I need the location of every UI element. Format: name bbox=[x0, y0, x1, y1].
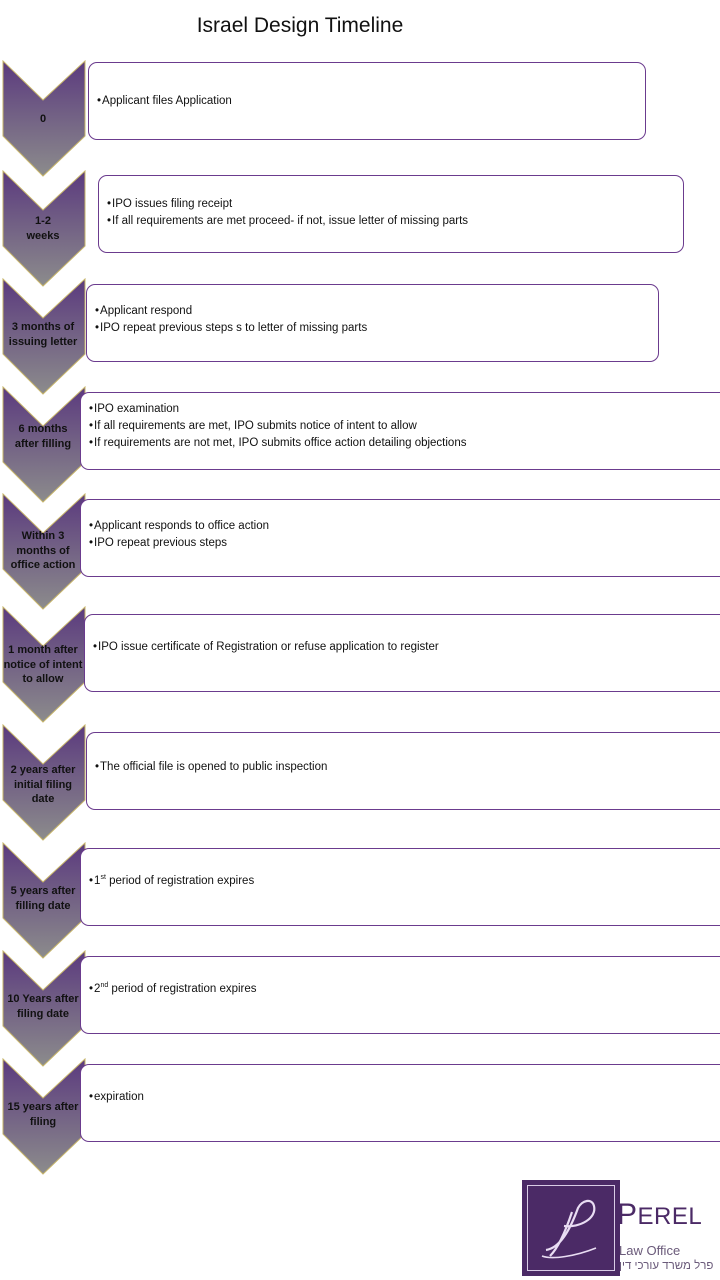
stage-time-label bbox=[0, 422, 86, 451]
stage-bullet bbox=[89, 981, 712, 998]
bullet-text: IPO repeat previous steps s to letter of missing parts bbox=[100, 322, 368, 334]
stage-time-label bbox=[0, 992, 86, 1021]
stage-bullet bbox=[89, 535, 712, 552]
stage-bullet-list bbox=[89, 518, 712, 552]
logo-name-cap: P bbox=[617, 1198, 638, 1231]
stage-bullet bbox=[93, 639, 712, 656]
stage-bullet bbox=[89, 418, 712, 435]
stage-bullet-list bbox=[107, 196, 675, 230]
stage-bullet bbox=[89, 401, 712, 418]
stage-bullet bbox=[97, 93, 637, 110]
stage-bullet-list bbox=[89, 873, 712, 890]
stage-time-label bbox=[0, 529, 86, 573]
bullet-text: IPO issue certificate of Registration or refuse application to register bbox=[98, 641, 439, 653]
stage-time-label-line: date bbox=[31, 793, 55, 805]
bullet-text: expiration bbox=[94, 1091, 144, 1103]
stage-bullet bbox=[89, 873, 712, 890]
page-title: Israel Design Timeline bbox=[196, 14, 404, 37]
bullet-text: If all requirements are met, IPO submits notice of intent to allow bbox=[94, 420, 417, 432]
stage-description-box bbox=[86, 732, 720, 810]
stage-description-box bbox=[84, 614, 720, 692]
stage-bullet bbox=[107, 196, 675, 213]
bullet-ordinal: 1 bbox=[94, 875, 101, 887]
stage-time-label-line: after filling bbox=[14, 437, 72, 450]
stage-time-label-line: 5 years after bbox=[10, 885, 76, 897]
bullet-text: IPO issues filing receipt bbox=[112, 198, 233, 210]
stage-bullet bbox=[89, 1089, 712, 1106]
stage-description-box bbox=[80, 956, 720, 1034]
stage-time-label bbox=[0, 1100, 86, 1129]
monogram-icon bbox=[532, 1190, 610, 1266]
stage-bullet bbox=[95, 759, 712, 776]
logo-box bbox=[522, 1180, 620, 1276]
logo-name-rest: EREL bbox=[637, 1203, 703, 1230]
stage-description-box bbox=[98, 175, 684, 253]
bullet-ordinal-suffix: nd bbox=[100, 982, 109, 990]
stage-time-label-line: 1-2 bbox=[35, 215, 51, 227]
stage-time-label bbox=[0, 112, 86, 127]
stage-description-box bbox=[80, 848, 720, 926]
stage-time-label bbox=[0, 214, 86, 243]
stage-bullet-list bbox=[93, 639, 712, 656]
stage-time-label-line: filing bbox=[29, 1115, 57, 1128]
bullet-text: The official file is opened to public inspection bbox=[100, 761, 328, 773]
bullet-text: IPO examination bbox=[94, 403, 180, 415]
stage-time-label-line: 15 years after bbox=[7, 1101, 79, 1113]
bullet-text: Applicant files Application bbox=[102, 95, 232, 107]
stage-time-label-line: notice of intent bbox=[3, 658, 83, 671]
stage-time-label-line: filling date bbox=[15, 899, 71, 912]
stage-bullet-list bbox=[89, 1089, 712, 1106]
stage-description-box bbox=[80, 392, 720, 470]
logo-name bbox=[617, 1198, 702, 1232]
stage-bullet-list bbox=[97, 93, 637, 110]
stage-time-label-line: months of bbox=[16, 544, 70, 557]
stage-bullet bbox=[89, 518, 712, 535]
stage-time-label bbox=[0, 643, 86, 687]
bullet-ordinal: 2 bbox=[94, 983, 101, 995]
stage-time-label bbox=[0, 763, 86, 807]
stage-time-label-line: initial filing bbox=[13, 778, 73, 791]
stage-time-label-line: Within 3 bbox=[21, 530, 65, 542]
bullet-text: period of registration expires bbox=[105, 875, 255, 887]
bullet-text: Applicant responds to office action bbox=[94, 520, 269, 532]
logo-subtitle: Law Office bbox=[619, 1243, 681, 1258]
stage-description-box bbox=[80, 1064, 720, 1142]
stage-time-label-line: to allow bbox=[22, 673, 64, 685]
stage-bullet-list bbox=[89, 401, 712, 452]
bullet-text: If requirements are not met, IPO submits office action detailing objections bbox=[94, 437, 467, 449]
stage-time-label-line: 0 bbox=[39, 113, 47, 125]
stage-bullet-list bbox=[95, 759, 712, 776]
stage-time-label-line: weeks bbox=[26, 229, 60, 242]
stage-bullet bbox=[107, 213, 675, 230]
stage-time-label bbox=[0, 320, 86, 349]
stage-description-box bbox=[88, 62, 646, 140]
stage-time-label-line: 10 Years after bbox=[7, 993, 79, 1005]
stage-time-label-line: 2 years after bbox=[10, 764, 76, 776]
stage-time-label-line: 1 month after bbox=[8, 644, 78, 656]
stage-bullet bbox=[89, 435, 712, 452]
stage-bullet-list bbox=[89, 981, 712, 998]
bullet-text: If all requirements are met proceed- if not, issue letter of missing parts bbox=[112, 215, 469, 227]
stage-description-box bbox=[80, 499, 720, 577]
stage-description-box bbox=[86, 284, 659, 362]
bullet-text: Applicant respond bbox=[100, 305, 193, 317]
stage-time-label-line: filing date bbox=[17, 1007, 69, 1020]
bullet-text: IPO repeat previous steps bbox=[94, 537, 227, 549]
bullet-ordinal-suffix: st bbox=[100, 874, 106, 882]
stage-bullet bbox=[95, 320, 650, 337]
logo-hebrew: פרל משרד עורכי דין bbox=[619, 1260, 714, 1272]
perel-logo bbox=[522, 1180, 720, 1280]
stage-bullet bbox=[95, 303, 650, 320]
stage-time-label-line: 6 months bbox=[18, 423, 68, 435]
stage-time-label-line: 3 months of bbox=[11, 321, 75, 333]
stage-time-label-line: issuing letter bbox=[8, 335, 78, 348]
stage-bullet-list bbox=[95, 303, 650, 337]
stage-time-label-line: office action bbox=[10, 559, 76, 571]
bullet-text: period of registration expires bbox=[108, 983, 257, 995]
stage-time-label bbox=[0, 884, 86, 913]
